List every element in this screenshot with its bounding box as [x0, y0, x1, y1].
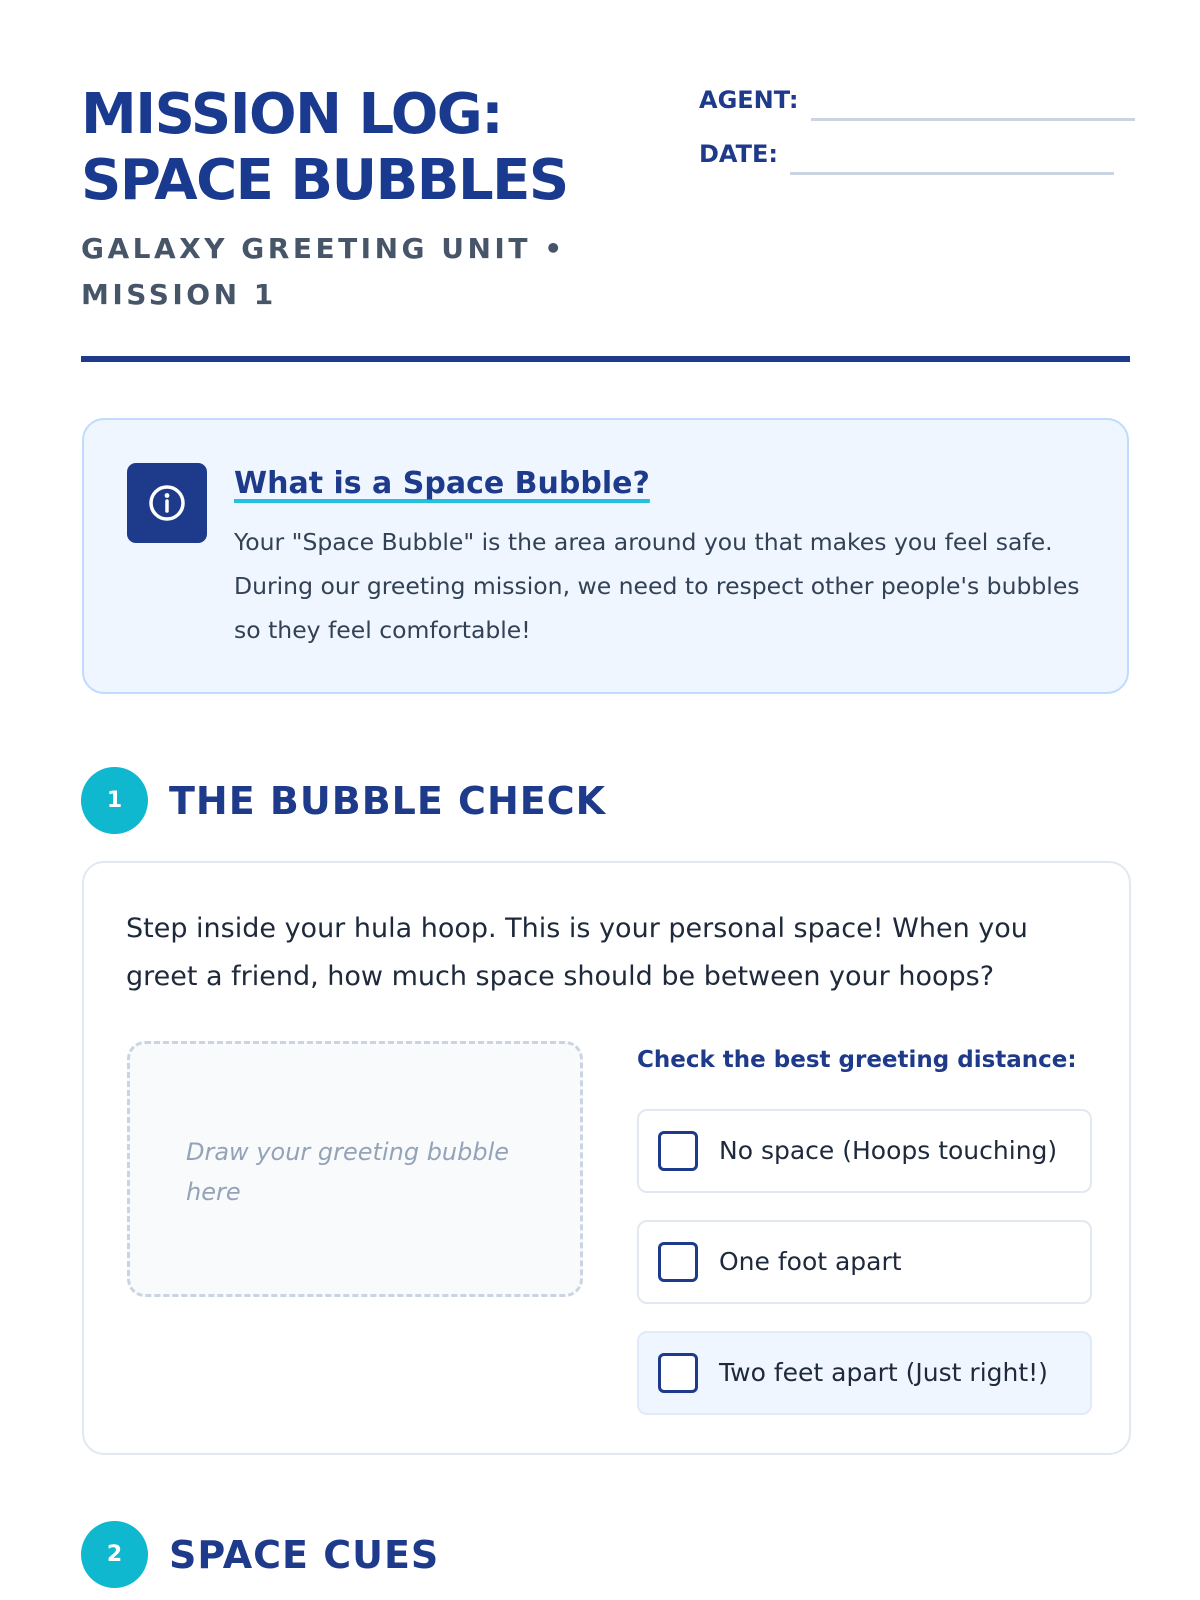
checkbox[interactable] — [658, 1353, 698, 1393]
page-subtitle: GALAXY GREETING UNIT • MISSION 1 — [81, 232, 566, 311]
step-badge: 2 — [81, 1521, 148, 1588]
option-one-foot[interactable] — [637, 1220, 1092, 1304]
date-label: DATE: — [699, 140, 778, 168]
option-label: No space (Hoops touching) — [719, 1136, 1058, 1165]
header-divider — [81, 356, 1130, 362]
step-badge: 1 — [81, 767, 148, 834]
section-title: SPACE CUES — [169, 1533, 440, 1577]
option-label: Two feet apart (Just right!) — [719, 1358, 1048, 1387]
info-icon — [127, 463, 207, 543]
agent-input-line[interactable] — [811, 118, 1135, 121]
title-line-2: SPACE BUBBLES — [81, 148, 568, 213]
info-title: What is a Space Bubble? — [234, 466, 650, 501]
agent-label: AGENT: — [699, 86, 799, 114]
drawing-placeholder: Draw your greeting bubble here — [186, 1138, 510, 1206]
checkbox[interactable] — [658, 1131, 698, 1171]
options-heading: Check the best greeting distance: — [637, 1047, 1077, 1073]
checkbox[interactable] — [658, 1242, 698, 1282]
bubble-check-card — [82, 861, 1131, 1455]
page-title — [81, 82, 568, 214]
bubble-check-prompt: Step inside your hula hoop. This is your personal space! When you greet a friend, how much space should be between your hoops? — [126, 913, 1028, 992]
title-line-1: MISSION LOG: — [81, 82, 503, 147]
option-two-feet[interactable] — [637, 1331, 1092, 1415]
info-callout — [82, 418, 1129, 694]
section-title: THE BUBBLE CHECK — [169, 779, 607, 823]
info-text: Your "Space Bubble" is the area around you that makes you feel safe. During our greeting mission, we need to respect other people's bubbles so they feel comfortable! — [234, 528, 1080, 644]
drawing-area[interactable] — [127, 1041, 583, 1297]
option-no-space[interactable] — [637, 1109, 1092, 1193]
option-label: One foot apart — [719, 1247, 902, 1276]
date-input-line[interactable] — [790, 172, 1114, 175]
